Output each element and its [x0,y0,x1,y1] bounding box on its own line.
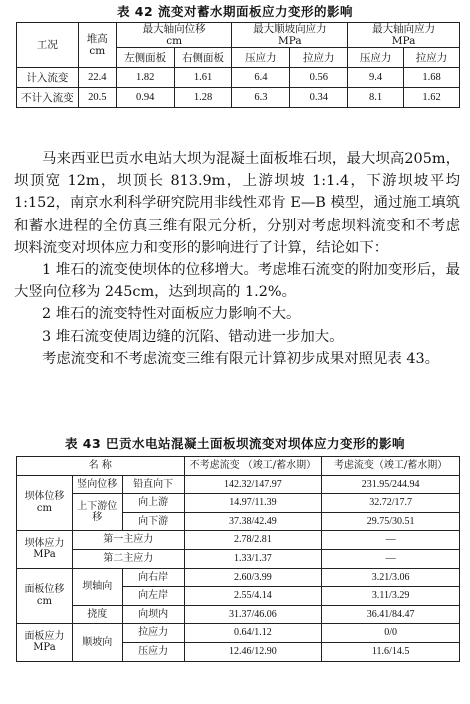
table-cell: 14.97/11.39 [184,494,322,513]
group-dam-disp: 坝体位移 cm [17,475,73,531]
group-panel-stress: 面板应力 MPa [17,624,73,661]
header-tension-2: 拉应力 [404,48,460,68]
body-text [14,148,460,370]
header-left-panel: 左侧面板 [116,48,174,68]
table-cell: 6.3 [232,88,290,108]
table-cell: 22.4 [78,68,116,88]
table-row [17,531,460,550]
table-cell: 1.61 [174,68,232,88]
table-cell: 1.28 [174,88,232,108]
table-cell: 231.95/244.94 [322,475,460,494]
label-to-left-bank: 向左岸 [122,587,184,606]
label-to-downstream: 向下游 [122,512,184,531]
table42 [16,22,460,108]
table-cell: 6.4 [232,68,290,88]
table-row [17,568,460,587]
table-cell: 0.56 [290,68,348,88]
table-cell: 1.62 [404,88,460,108]
group-panel-disp: 面板位移 cm [17,568,73,624]
table-cell: 37.38/42.49 [184,512,322,531]
header-compress: 压应力 [232,48,290,68]
label-vertical-disp: 竖向位移 [72,475,122,494]
header-creep: 考虑流变（竣工/蓄水期） [322,457,460,476]
label-deflection: 挠度 [72,605,122,624]
label-first-principal: 第一主应力 [72,531,184,550]
label-compress: 压应力 [122,642,184,661]
table-cell: 29.75/30.51 [322,512,460,531]
label-vertical-down: 铅直向下 [122,475,184,494]
header-right-panel: 右侧面板 [174,48,232,68]
table-row [17,494,460,513]
label-to-dam-inner: 向坝内 [122,605,184,624]
header-condition: 工况 [17,23,79,68]
label-to-right-bank: 向右岸 [122,568,184,587]
table42-caption: 表 42 流变对蓄水期面板应力变形的影响 [116,4,354,19]
table-cell: 0.64/1.12 [184,624,322,643]
table-cell: — [322,549,460,568]
table-cell: 2.55/4.14 [184,587,322,606]
table-cell: 不计入流变 [17,88,79,108]
table-cell: 3.11/3.29 [322,587,460,606]
header-tension: 拉应力 [290,48,348,68]
table-cell: 12.46/12.90 [184,642,322,661]
table-cell: 2.60/3.99 [184,568,322,587]
table-row [17,624,460,643]
table-cell: 1.68 [404,68,460,88]
table-cell: — [322,531,460,550]
table-cell: 1.33/1.37 [184,549,322,568]
header-height: 堆高 cm [78,23,116,68]
table-cell: 142.32/147.97 [184,475,322,494]
table43-caption: 表 43 巴贡水电站混凝土面板坝流变对坝体应力变形的影响 [64,436,406,451]
header-name: 名 称 [17,457,185,476]
label-to-upstream: 向上游 [122,494,184,513]
table-cell: 计入流变 [17,68,79,88]
table-cell: 9.4 [348,68,404,88]
label-dam-axis: 坝轴向 [72,568,122,605]
table-row [17,68,460,88]
table-cell: 32.72/17.7 [322,494,460,513]
paragraph-conclusion-3: 3 堆石流变使周边缝的沉陷、错动进一步加大。 [42,328,344,345]
header-no-creep: 不考虑流变 （竣工/蓄水期） [184,457,322,476]
label-tension: 拉应力 [122,624,184,643]
table-row [17,549,460,568]
table-cell: 36.41/84.47 [322,605,460,624]
paragraph-closing: 考虑流变和不考虑流变三维有限元计算初步成果对照见表 43。 [42,350,440,367]
table-cell: 0/0 [322,624,460,643]
table-row [17,475,460,494]
table-cell: 2.78/2.81 [184,531,322,550]
header-slope-stress: 最大顺坡向应力 MPa [232,23,348,48]
table-cell: 8.1 [348,88,404,108]
group-dam-stress: 坝体应力 MPa [17,531,73,568]
table43 [16,456,460,662]
label-slope-dir: 顺坡向 [72,624,122,661]
table-cell: 11.6/14.5 [322,642,460,661]
table-cell: 3.21/3.06 [322,568,460,587]
table-row [17,88,460,108]
paragraph-intro: 马来西亚巴贡水电站大坝为混凝土面板堆石坝，最大坝高205m，坝顶宽 12m，坝顶长 813.9m，上游坝坡 1:1.4，下游坝坡平均 1:152，南京水利科学研究院用非线性邓肯 E—B 模型，通过施工填筑和蓄水进程的全仿真三维有限元分析，分别对考虑坝料流变和不考虑坝料流变对坝体应力和变形的影响进行了计算，结论如下： [14,151,460,256]
table-row [17,605,460,624]
label-second-principal: 第二主应力 [72,549,184,568]
table-cell: 31.37/46.06 [184,605,322,624]
paragraph-conclusion-2: 2 堆石的流变特性对面板应力影响不大。 [42,306,301,323]
header-axial-disp: 最大轴向位移 cm [116,23,232,48]
table-cell: 20.5 [78,88,116,108]
label-updown-disp: 上下游位移 [72,494,122,531]
table-cell: 1.82 [116,68,174,88]
table-cell: 0.34 [290,88,348,108]
table-cell: 0.94 [116,88,174,108]
paragraph-conclusion-1: 1 堆石的流变使坝体的位移增大。考虑堆石流变的附加变形后，最大竖向位移为 245cm，达到坝高的 1.2%。 [14,262,460,301]
header-compress-2: 压应力 [348,48,404,68]
header-axial-stress: 最大轴向应力 MPa [348,23,460,48]
